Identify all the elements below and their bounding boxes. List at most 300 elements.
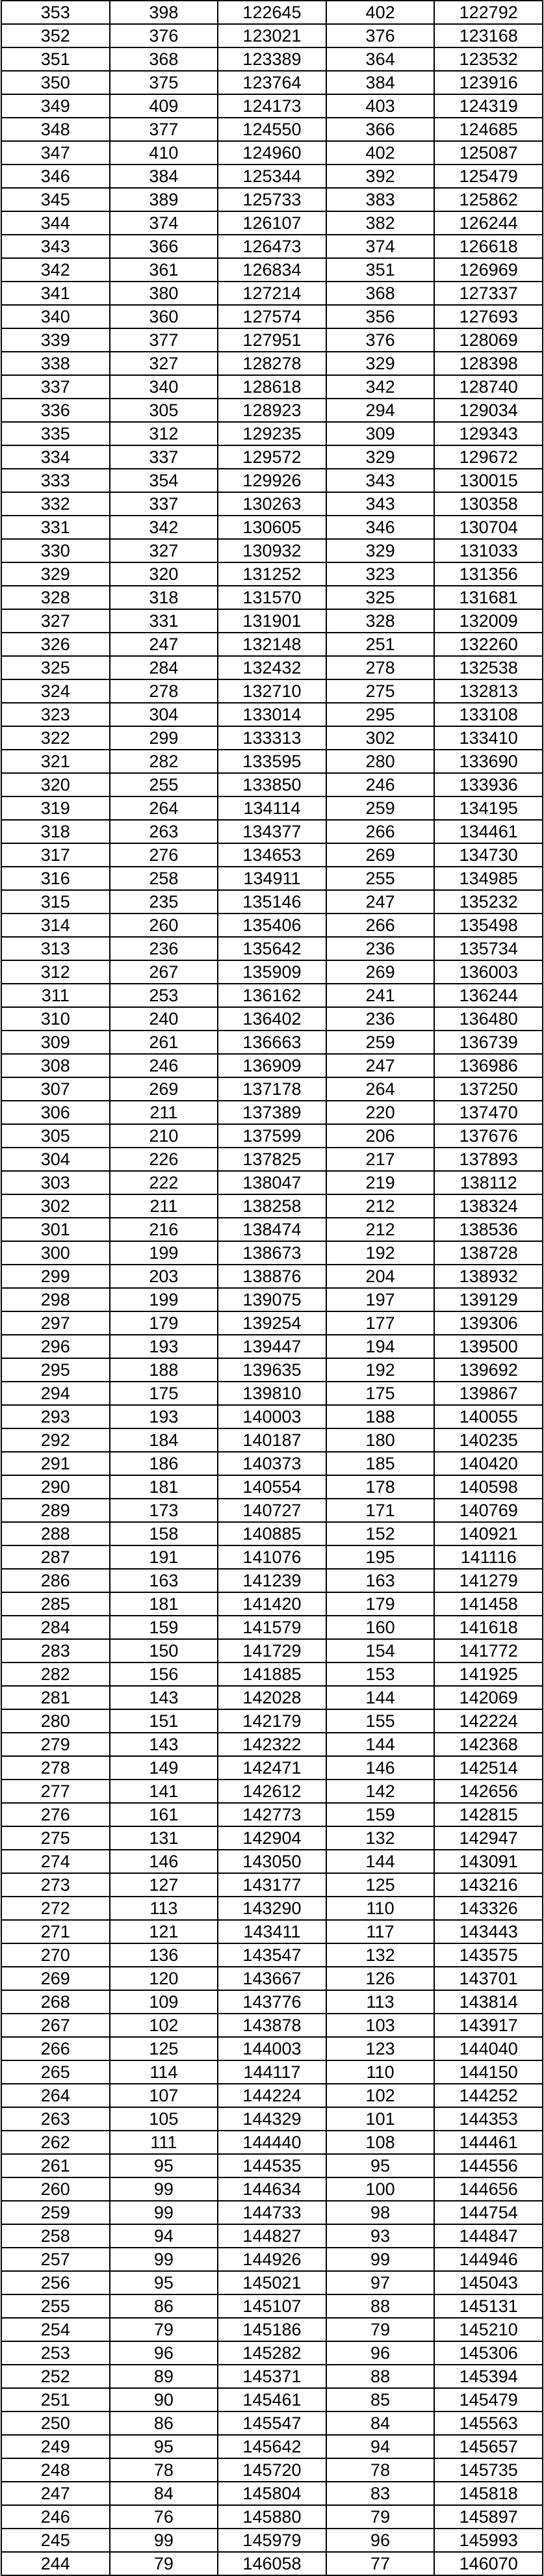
table-cell: 132009 bbox=[434, 609, 543, 633]
table-cell: 132538 bbox=[434, 656, 543, 679]
table-cell: 138112 bbox=[434, 1171, 543, 1194]
table-cell: 203 bbox=[110, 1265, 218, 1288]
table-cell: 334 bbox=[1, 445, 110, 469]
table-cell: 120 bbox=[110, 1967, 218, 1990]
table-cell: 136480 bbox=[434, 1007, 543, 1031]
table-cell: 199 bbox=[110, 1241, 218, 1265]
table-row bbox=[1, 1452, 543, 1475]
table-row bbox=[1, 539, 543, 562]
table-row bbox=[1, 2037, 543, 2060]
table-cell: 141116 bbox=[434, 1545, 543, 1569]
table-cell: 142368 bbox=[434, 1733, 543, 1756]
table-cell: 142 bbox=[326, 1780, 435, 1803]
table-cell: 332 bbox=[1, 492, 110, 516]
table-cell: 294 bbox=[326, 399, 435, 422]
table-cell: 219 bbox=[326, 1171, 435, 1194]
table-cell: 131356 bbox=[434, 562, 543, 586]
table-cell: 217 bbox=[326, 1148, 435, 1171]
table-cell: 123389 bbox=[218, 47, 326, 71]
table-cell: 301 bbox=[1, 1218, 110, 1241]
table-cell: 145371 bbox=[218, 2365, 326, 2388]
table-cell: 142069 bbox=[434, 1686, 543, 1709]
table-cell: 307 bbox=[1, 1077, 110, 1101]
table-cell: 134195 bbox=[434, 796, 543, 820]
table-cell: 368 bbox=[326, 282, 435, 305]
table-row bbox=[1, 1475, 543, 1499]
table-cell: 136402 bbox=[218, 1007, 326, 1031]
table-cell: 266 bbox=[326, 913, 435, 937]
table-cell: 145897 bbox=[434, 2505, 543, 2529]
table-cell: 110 bbox=[326, 2060, 435, 2084]
table-cell: 321 bbox=[1, 750, 110, 773]
table-cell: 343 bbox=[326, 492, 435, 516]
table-row bbox=[1, 2131, 543, 2154]
table-cell: 127214 bbox=[218, 282, 326, 305]
table-cell: 340 bbox=[1, 305, 110, 328]
table-row bbox=[1, 1826, 543, 1850]
table-cell: 125733 bbox=[218, 188, 326, 211]
table-cell: 292 bbox=[1, 1428, 110, 1452]
table-cell: 143 bbox=[110, 1733, 218, 1756]
table-cell: 141579 bbox=[218, 1616, 326, 1639]
table-cell: 247 bbox=[1, 2482, 110, 2505]
table-row bbox=[1, 2177, 543, 2201]
table-cell: 254 bbox=[1, 2318, 110, 2341]
table-row bbox=[1, 328, 543, 352]
table-cell: 125087 bbox=[434, 141, 543, 164]
table-cell: 245 bbox=[1, 2529, 110, 2552]
table-cell: 283 bbox=[1, 1639, 110, 1663]
table-cell: 360 bbox=[110, 305, 218, 328]
table-cell: 111 bbox=[110, 2131, 218, 2154]
table-cell: 145306 bbox=[434, 2341, 543, 2365]
table-cell: 261 bbox=[110, 1031, 218, 1054]
table-cell: 250 bbox=[1, 2412, 110, 2435]
table-cell: 105 bbox=[110, 2107, 218, 2131]
table-cell: 122645 bbox=[218, 1, 326, 24]
table-row bbox=[1, 1335, 543, 1358]
table-cell: 323 bbox=[326, 562, 435, 586]
table-cell: 133014 bbox=[218, 703, 326, 726]
table-row bbox=[1, 2248, 543, 2271]
table-cell: 135406 bbox=[218, 913, 326, 937]
table-cell: 294 bbox=[1, 1382, 110, 1405]
table-cell: 142815 bbox=[434, 1803, 543, 1826]
table-row bbox=[1, 1007, 543, 1031]
table-cell: 135642 bbox=[218, 937, 326, 960]
table-row bbox=[1, 2224, 543, 2248]
table-cell: 188 bbox=[326, 1405, 435, 1428]
table-cell: 240 bbox=[110, 1007, 218, 1031]
table-row bbox=[1, 2412, 543, 2435]
table-row bbox=[1, 2084, 543, 2107]
table-cell: 129926 bbox=[218, 469, 326, 492]
table-cell: 108 bbox=[326, 2131, 435, 2154]
table-cell: 138258 bbox=[218, 1194, 326, 1218]
table-cell: 278 bbox=[110, 679, 218, 703]
table-cell: 130932 bbox=[218, 539, 326, 562]
table-row bbox=[1, 1171, 543, 1194]
table-cell: 128618 bbox=[218, 375, 326, 399]
table-cell: 279 bbox=[1, 1733, 110, 1756]
table-cell: 140003 bbox=[218, 1405, 326, 1428]
table-cell: 275 bbox=[326, 679, 435, 703]
table-cell: 113 bbox=[110, 1897, 218, 1920]
table-cell: 137599 bbox=[218, 1124, 326, 1148]
table-cell: 130704 bbox=[434, 516, 543, 539]
table-cell: 129572 bbox=[218, 445, 326, 469]
table-cell: 144 bbox=[326, 1686, 435, 1709]
table-cell: 259 bbox=[326, 796, 435, 820]
table-row bbox=[1, 399, 543, 422]
table-row bbox=[1, 47, 543, 71]
table-cell: 139500 bbox=[434, 1335, 543, 1358]
table-row bbox=[1, 1311, 543, 1335]
table-cell: 136244 bbox=[434, 984, 543, 1007]
table-row bbox=[1, 586, 543, 609]
table-cell: 79 bbox=[326, 2505, 435, 2529]
table-row bbox=[1, 726, 543, 750]
table-cell: 99 bbox=[110, 2177, 218, 2201]
table-cell: 326 bbox=[1, 633, 110, 656]
table-cell: 248 bbox=[1, 2458, 110, 2482]
table-cell: 317 bbox=[1, 843, 110, 867]
table-cell: 259 bbox=[326, 1031, 435, 1054]
table-cell: 123021 bbox=[218, 24, 326, 47]
table-cell: 270 bbox=[1, 1943, 110, 1967]
table-cell: 145880 bbox=[218, 2505, 326, 2529]
table-cell: 142773 bbox=[218, 1803, 326, 1826]
table-cell: 138673 bbox=[218, 1241, 326, 1265]
table-row bbox=[1, 1897, 543, 1920]
table-row bbox=[1, 2107, 543, 2131]
table-cell: 236 bbox=[326, 1007, 435, 1031]
table-cell: 94 bbox=[326, 2435, 435, 2458]
table-cell: 347 bbox=[1, 141, 110, 164]
table-cell: 136663 bbox=[218, 1031, 326, 1054]
table-row bbox=[1, 1194, 543, 1218]
table-row bbox=[1, 1405, 543, 1428]
table-cell: 145979 bbox=[218, 2529, 326, 2552]
table-cell: 135146 bbox=[218, 890, 326, 913]
table-cell: 329 bbox=[326, 352, 435, 375]
table-cell: 143814 bbox=[434, 1990, 543, 2014]
table-cell: 264 bbox=[110, 796, 218, 820]
table-cell: 134377 bbox=[218, 820, 326, 843]
table-cell: 312 bbox=[110, 422, 218, 445]
table-row bbox=[1, 1265, 543, 1288]
table-cell: 313 bbox=[1, 937, 110, 960]
table-cell: 299 bbox=[110, 726, 218, 750]
table-row bbox=[1, 2552, 543, 2575]
table-cell: 244 bbox=[1, 2552, 110, 2575]
table-cell: 159 bbox=[110, 1616, 218, 1639]
table-cell: 79 bbox=[110, 2552, 218, 2575]
table-cell: 142179 bbox=[218, 1709, 326, 1733]
table-cell: 268 bbox=[1, 1990, 110, 2014]
table-cell: 246 bbox=[1, 2505, 110, 2529]
table-cell: 140554 bbox=[218, 1475, 326, 1499]
table-cell: 161 bbox=[110, 1803, 218, 1826]
table-cell: 141885 bbox=[218, 1663, 326, 1686]
table-cell: 260 bbox=[1, 2177, 110, 2201]
table-row bbox=[1, 1803, 543, 1826]
table-cell: 142028 bbox=[218, 1686, 326, 1709]
table-cell: 152 bbox=[326, 1522, 435, 1545]
table-row bbox=[1, 1639, 543, 1663]
table-cell: 109 bbox=[110, 1990, 218, 2014]
table-row bbox=[1, 1428, 543, 1452]
table-cell: 132710 bbox=[218, 679, 326, 703]
table-row bbox=[1, 516, 543, 539]
table-row bbox=[1, 2505, 543, 2529]
table-cell: 331 bbox=[1, 516, 110, 539]
table-cell: 343 bbox=[1, 235, 110, 258]
table-cell: 139254 bbox=[218, 1311, 326, 1335]
table-cell: 257 bbox=[1, 2248, 110, 2271]
table-row bbox=[1, 1358, 543, 1382]
table-row bbox=[1, 1241, 543, 1265]
table-cell: 304 bbox=[110, 703, 218, 726]
table-row bbox=[1, 71, 543, 94]
table-row bbox=[1, 258, 543, 282]
table-cell: 135498 bbox=[434, 913, 543, 937]
table-cell: 141925 bbox=[434, 1663, 543, 1686]
table-cell: 132813 bbox=[434, 679, 543, 703]
table-cell: 130358 bbox=[434, 492, 543, 516]
table-cell: 383 bbox=[326, 188, 435, 211]
table-cell: 86 bbox=[110, 2294, 218, 2318]
table-cell: 322 bbox=[1, 726, 110, 750]
table-cell: 127337 bbox=[434, 282, 543, 305]
table-cell: 137676 bbox=[434, 1124, 543, 1148]
table-cell: 127693 bbox=[434, 305, 543, 328]
table-cell: 131252 bbox=[218, 562, 326, 586]
table-cell: 282 bbox=[1, 1663, 110, 1686]
table-cell: 123168 bbox=[434, 24, 543, 47]
table-cell: 127951 bbox=[218, 328, 326, 352]
table-cell: 311 bbox=[1, 984, 110, 1007]
table-cell: 336 bbox=[1, 399, 110, 422]
table-cell: 107 bbox=[110, 2084, 218, 2107]
table-cell: 142322 bbox=[218, 1733, 326, 1756]
table-cell: 123916 bbox=[434, 71, 543, 94]
table-cell: 300 bbox=[1, 1241, 110, 1265]
table-cell: 402 bbox=[326, 141, 435, 164]
table-row bbox=[1, 679, 543, 703]
table-cell: 255 bbox=[326, 867, 435, 890]
table-cell: 133690 bbox=[434, 750, 543, 773]
table-cell: 185 bbox=[326, 1452, 435, 1475]
table-cell: 351 bbox=[1, 47, 110, 71]
table-cell: 344 bbox=[1, 211, 110, 235]
table-cell: 137825 bbox=[218, 1148, 326, 1171]
table-cell: 320 bbox=[1, 773, 110, 796]
table-row bbox=[1, 24, 543, 47]
table-cell: 298 bbox=[1, 1288, 110, 1311]
table-cell: 145461 bbox=[218, 2388, 326, 2412]
table-cell: 141239 bbox=[218, 1569, 326, 1592]
table-cell: 262 bbox=[1, 2131, 110, 2154]
table-cell: 351 bbox=[326, 258, 435, 282]
table-cell: 131 bbox=[110, 1826, 218, 1850]
table-row bbox=[1, 1077, 543, 1101]
table-cell: 113 bbox=[326, 1990, 435, 2014]
data-table bbox=[1, 0, 543, 2576]
table-cell: 140598 bbox=[434, 1475, 543, 1499]
table-cell: 264 bbox=[326, 1077, 435, 1101]
table-cell: 125344 bbox=[218, 164, 326, 188]
table-row bbox=[1, 1663, 543, 1686]
table-cell: 140420 bbox=[434, 1452, 543, 1475]
table-cell: 145804 bbox=[218, 2482, 326, 2505]
table-cell: 144634 bbox=[218, 2177, 326, 2201]
table-cell: 126244 bbox=[434, 211, 543, 235]
table-cell: 136162 bbox=[218, 984, 326, 1007]
table-cell: 144946 bbox=[434, 2248, 543, 2271]
table-cell: 145394 bbox=[434, 2365, 543, 2388]
table-cell: 143701 bbox=[434, 1967, 543, 1990]
table-cell: 141279 bbox=[434, 1569, 543, 1592]
table-cell: 124319 bbox=[434, 94, 543, 118]
table-row bbox=[1, 2060, 543, 2084]
table-cell: 133108 bbox=[434, 703, 543, 726]
table-cell: 144754 bbox=[434, 2201, 543, 2224]
table-cell: 269 bbox=[326, 960, 435, 984]
table-cell: 177 bbox=[326, 1311, 435, 1335]
table-cell: 206 bbox=[326, 1124, 435, 1148]
table-row bbox=[1, 188, 543, 211]
table-cell: 95 bbox=[110, 2271, 218, 2294]
table-cell: 253 bbox=[110, 984, 218, 1007]
table-cell: 325 bbox=[326, 586, 435, 609]
table-cell: 255 bbox=[110, 773, 218, 796]
table-cell: 125 bbox=[326, 1873, 435, 1897]
table-cell: 140373 bbox=[218, 1452, 326, 1475]
table-cell: 384 bbox=[110, 164, 218, 188]
table-cell: 392 bbox=[326, 164, 435, 188]
table-cell: 141772 bbox=[434, 1639, 543, 1663]
table-row bbox=[1, 2482, 543, 2505]
table-cell: 376 bbox=[110, 24, 218, 47]
table-cell: 144926 bbox=[218, 2248, 326, 2271]
table-row bbox=[1, 609, 543, 633]
table-cell: 350 bbox=[1, 71, 110, 94]
table-cell: 259 bbox=[1, 2201, 110, 2224]
table-row bbox=[1, 2318, 543, 2341]
table-cell: 276 bbox=[1, 1803, 110, 1826]
table-cell: 252 bbox=[1, 2365, 110, 2388]
table-cell: 142224 bbox=[434, 1709, 543, 1733]
table-row bbox=[1, 656, 543, 679]
table-cell: 258 bbox=[110, 867, 218, 890]
table-cell: 235 bbox=[110, 890, 218, 913]
table-row bbox=[1, 1850, 543, 1873]
table-cell: 134114 bbox=[218, 796, 326, 820]
table-cell: 145642 bbox=[218, 2435, 326, 2458]
table-cell: 88 bbox=[326, 2365, 435, 2388]
table-cell: 98 bbox=[326, 2201, 435, 2224]
table-cell: 142904 bbox=[218, 1826, 326, 1850]
table-cell: 124173 bbox=[218, 94, 326, 118]
table-row bbox=[1, 1686, 543, 1709]
table-cell: 141420 bbox=[218, 1592, 326, 1616]
table-cell: 132148 bbox=[218, 633, 326, 656]
table-cell: 125862 bbox=[434, 188, 543, 211]
table-cell: 126107 bbox=[218, 211, 326, 235]
table-cell: 179 bbox=[110, 1311, 218, 1335]
table-cell: 345 bbox=[1, 188, 110, 211]
table-cell: 339 bbox=[1, 328, 110, 352]
table-cell: 139635 bbox=[218, 1358, 326, 1382]
table-cell: 304 bbox=[1, 1148, 110, 1171]
table-cell: 398 bbox=[110, 1, 218, 24]
table-cell: 348 bbox=[1, 118, 110, 141]
table-cell: 139867 bbox=[434, 1382, 543, 1405]
table-row bbox=[1, 235, 543, 258]
table-cell: 341 bbox=[1, 282, 110, 305]
table-cell: 175 bbox=[326, 1382, 435, 1405]
table-cell: 324 bbox=[1, 679, 110, 703]
table-cell: 410 bbox=[110, 141, 218, 164]
table-cell: 145131 bbox=[434, 2294, 543, 2318]
table-row bbox=[1, 796, 543, 820]
table-cell: 114 bbox=[110, 2060, 218, 2084]
table-cell: 316 bbox=[1, 867, 110, 890]
table-cell: 123764 bbox=[218, 71, 326, 94]
table-cell: 149 bbox=[110, 1756, 218, 1780]
table-cell: 79 bbox=[110, 2318, 218, 2341]
table-cell: 276 bbox=[110, 843, 218, 867]
table-row bbox=[1, 1054, 543, 1077]
table-cell: 103 bbox=[326, 2014, 435, 2037]
table-cell: 352 bbox=[1, 24, 110, 47]
table-cell: 267 bbox=[110, 960, 218, 984]
table-cell: 138876 bbox=[218, 1265, 326, 1288]
table-cell: 144329 bbox=[218, 2107, 326, 2131]
table-cell: 327 bbox=[110, 352, 218, 375]
table-cell: 137178 bbox=[218, 1077, 326, 1101]
table-cell: 153 bbox=[326, 1663, 435, 1686]
table-cell: 181 bbox=[110, 1475, 218, 1499]
table-cell: 144 bbox=[326, 1850, 435, 1873]
table-cell: 144827 bbox=[218, 2224, 326, 2248]
table-cell: 212 bbox=[326, 1218, 435, 1241]
table-cell: 135232 bbox=[434, 890, 543, 913]
table-cell: 144117 bbox=[218, 2060, 326, 2084]
table-cell: 374 bbox=[110, 211, 218, 235]
table-cell: 79 bbox=[326, 2318, 435, 2341]
table-cell: 330 bbox=[1, 539, 110, 562]
table-cell: 100 bbox=[326, 2177, 435, 2201]
table-cell: 145818 bbox=[434, 2482, 543, 2505]
table-cell: 246 bbox=[326, 773, 435, 796]
table-cell: 288 bbox=[1, 1522, 110, 1545]
table-cell: 338 bbox=[1, 352, 110, 375]
table-cell: 143216 bbox=[434, 1873, 543, 1897]
table-cell: 306 bbox=[1, 1101, 110, 1124]
table-cell: 342 bbox=[326, 375, 435, 399]
table-cell: 328 bbox=[1, 586, 110, 609]
table-cell: 130015 bbox=[434, 469, 543, 492]
table-cell: 145720 bbox=[218, 2458, 326, 2482]
table-cell: 88 bbox=[326, 2294, 435, 2318]
table-cell: 263 bbox=[110, 820, 218, 843]
table-cell: 195 bbox=[326, 1545, 435, 1569]
table-cell: 333 bbox=[1, 469, 110, 492]
table-cell: 265 bbox=[1, 2060, 110, 2084]
table-cell: 342 bbox=[1, 258, 110, 282]
